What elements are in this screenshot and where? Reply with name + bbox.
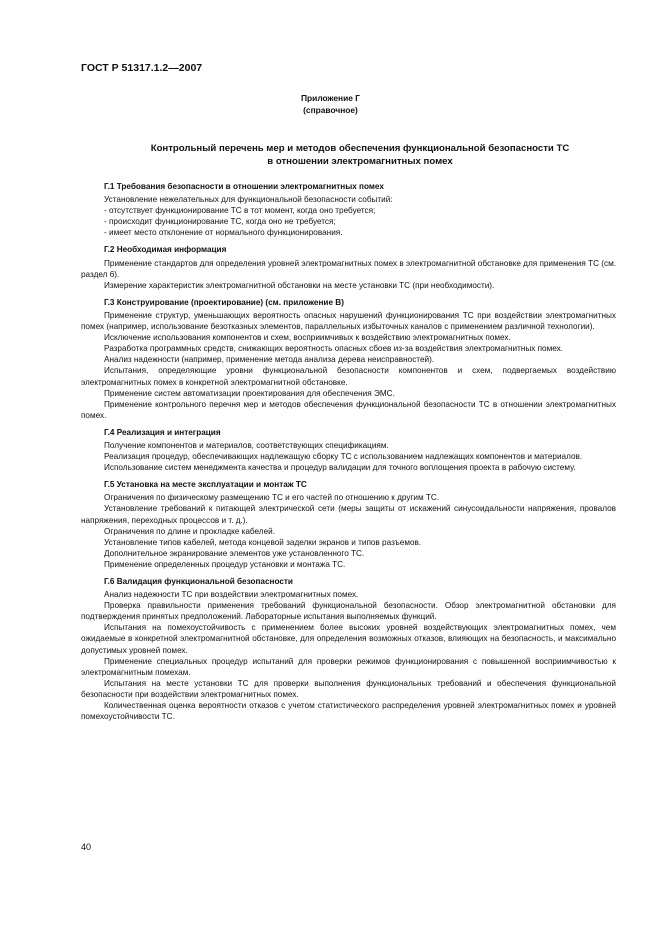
paragraph: Дополнительное экранирование элементов уже установленного ТС. [104, 548, 365, 558]
paragraph: Испытания, определяющие уровни функциональной безопасности компонентов и схем, подвергаемых воздействию электромагнитных помех в конкретной электромагнитной обстановке. [81, 366, 616, 387]
paragraph: Реализация процедур, обеспечивающих надлежащую сборку ТС с использованием надлежащих компонентов и материалов. [104, 452, 583, 462]
paragraph: Применение специальных процедур испытаний для проверки режимов функционирования с повышенной восприимчивостью к электромагнитным помехам. [81, 656, 616, 677]
paragraph: Установление типов кабелей, метода концевой заделки экранов и типов разъемов. [104, 537, 422, 547]
title-line-2: в отношении электромагнитных помех [267, 156, 453, 167]
section-heading: Г.5 Установка на месте эксплуатации и монтаж ТС [104, 480, 307, 490]
section-g2 [81, 244, 616, 290]
section-heading: Г.4 Реализация и интеграция [104, 427, 221, 437]
paragraph: Ограничения по физическому размещению ТС и его частей по отношению к другим ТС. [104, 493, 440, 503]
paragraph: Ограничения по длине и прокладке кабелей. [104, 526, 275, 536]
list-item: - происходит функционирование ТС, когда оно не требуется; [104, 217, 336, 227]
section-g3 [81, 297, 616, 421]
page-title [90, 142, 630, 168]
paragraph: Получение компонентов и материалов, соответствующих спецификациям. [104, 440, 389, 450]
list-item: - имеет место отклонение от нормального функционирования. [104, 228, 343, 238]
paragraph: Измерение характеристик электромагнитной обстановки на месте установки ТС (при необходимости). [104, 280, 495, 290]
section-heading: Г.6 Валидация функциональной безопасности [104, 577, 293, 586]
section-g4 [81, 427, 616, 473]
paragraph: Количественная оценка вероятности отказов с учетом статистического распределения уровней электромагнитных помех и уровней помехоустойчивости ТС. [81, 701, 616, 722]
paragraph: Анализ надежности ТС при воздействии электромагнитных помех. [104, 590, 359, 600]
section-heading: Г.3 Конструирование (проектирование) (см. приложение В) [104, 297, 344, 307]
paragraph: Анализ надежности (например, применение метода анализа дерева неисправностей). [104, 355, 435, 365]
paragraph: Применение систем автоматизации проектирования для обеспечения ЭМС. [104, 388, 395, 398]
paragraph: Исключение использования компонентов и схем, восприимчивых к воздействию электромагнитных помех. [104, 333, 511, 343]
paragraph: Применение контрольного перечня мер и методов обеспечения функциональной безопасности ТС в отношении электромагнитных помех. [81, 399, 616, 420]
paragraph: Применение стандартов для определения уровней электромагнитных помех в электромагнитной обстановке для применения ТС (см. раздел 6). [81, 258, 616, 279]
appendix-label [0, 92, 661, 116]
paragraph: Разработка программных средств, снижающих вероятность опасных сбоев из-за воздействия электромагнитных помех. [104, 344, 563, 354]
paragraph: Установление нежелательных для функциональной безопасности событий: [104, 195, 393, 205]
section-g5 [81, 479, 616, 570]
paragraph: Проверка правильности применения требований функциональной безопасности. Обзор электромагнитной обстановки для подтверждения принятых предположений. Лабораторные испытания выполняемых функций. [81, 601, 616, 622]
title-line-1: Контрольный перечень мер и методов обеспечения функциональной безопасности ТС [150, 143, 570, 154]
section-g6 [81, 576, 616, 722]
paragraph: Установление требований к питающей электрической сети (меры защиты от искажений синусоидальности напряжения, провалов напряжения, переходных процессов и т. д.). [81, 504, 616, 525]
paragraph: Применение определенных процедур установки и монтажа ТС. [104, 559, 346, 569]
appendix-title: Приложение Г [301, 93, 360, 103]
paragraph: Использование систем менеджмента качества и процедур валидации для точного воплощения проекта в рабочую систему. [104, 463, 576, 473]
section-g1 [81, 181, 616, 238]
paragraph: Испытания на месте установки ТС для проверки выполнения функциональных требований и обеспечения функциональной безопасности при воздействии электромагнитных помех. [81, 678, 616, 699]
list-item: - отсутствует функционирование ТС в тот момент, когда оно требуется; [104, 206, 376, 216]
document-body [81, 181, 616, 722]
section-heading: Г.2 Необходимая информация [104, 245, 227, 255]
section-heading: Г.1 Требования безопасности в отношении электромагнитных помех [104, 182, 384, 191]
paragraph: Применение структур, уменьшающих вероятность опасных нарушений функционирования ТС при воздействии электромагнитных помех (например, использование безотказных элементов, параллельных избыточных каналов с применением различной технологии). [81, 310, 616, 332]
page-number: 40 [81, 842, 92, 852]
document-code: ГОСТ Р 51317.1.2—2007 [81, 62, 203, 74]
paragraph: Испытания на помехоустойчивость с применением более высоких уровней воздействующих электромагнитных помех, чем ожидаемые в конкретной электромагнитной обстановке, для определения возможных отказов, влияющих на безопасность, и максимально допустимых уровней помех. [81, 623, 616, 655]
appendix-type: (справочное) [303, 105, 358, 115]
